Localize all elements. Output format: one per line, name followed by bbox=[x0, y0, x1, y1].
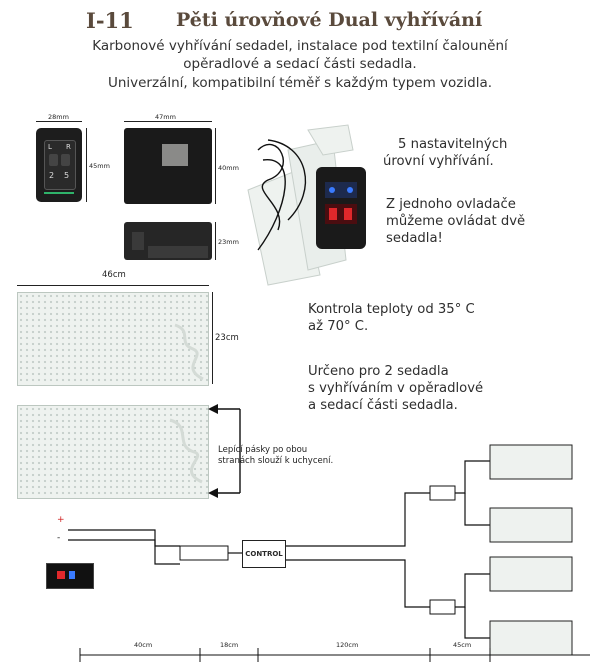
mini-pad-1 bbox=[490, 445, 572, 479]
connector-box-1 bbox=[180, 546, 228, 560]
wiring-diagram bbox=[0, 440, 600, 670]
switch-height-label: 45mm bbox=[89, 162, 110, 170]
switch-left-label: L bbox=[48, 143, 52, 151]
switch-led-strip bbox=[44, 192, 74, 194]
mini-pad-4 bbox=[490, 621, 572, 655]
header bbox=[0, 8, 600, 32]
module-height-line bbox=[215, 128, 216, 204]
module-height-label: 40mm bbox=[218, 164, 239, 172]
control-box: CONTROL bbox=[242, 540, 286, 568]
subtitle-line-3: Univerzální, kompatibilní téměř s každým typem vozidla. bbox=[107, 75, 493, 91]
switch-front-photo bbox=[36, 128, 82, 202]
control-module-side-photo bbox=[124, 222, 212, 260]
switch-digit-right: 5 bbox=[64, 171, 70, 180]
wiring-switch-led-red bbox=[57, 571, 65, 579]
feature-usage-line-3: a sedací části sedadla. bbox=[308, 398, 458, 413]
module-heatsink bbox=[148, 246, 208, 258]
length-label-2: 18cm bbox=[220, 641, 239, 649]
module-width-line bbox=[124, 121, 212, 122]
switch-panel bbox=[44, 140, 76, 190]
module-depth-line bbox=[215, 222, 216, 260]
length-label-4: 45cm bbox=[453, 641, 472, 649]
pad-height-label: 23cm bbox=[215, 333, 239, 343]
feature-dual-line-2: můžeme ovládat dvě bbox=[386, 214, 526, 229]
adhesive-note-line-2: stranách slouží k uchycení. bbox=[218, 456, 334, 466]
switch-width-label: 28mm bbox=[48, 113, 69, 121]
connector-box-bottom bbox=[430, 600, 455, 614]
wiring-switch-led-blue bbox=[69, 571, 75, 579]
seat-icon-left bbox=[49, 154, 58, 166]
module-depth-label: 23mm bbox=[218, 238, 239, 246]
led-blue-icon-2 bbox=[347, 187, 353, 193]
led-red-digit-2 bbox=[344, 208, 352, 220]
switch-height-line bbox=[86, 128, 87, 202]
feature-temperature bbox=[308, 301, 475, 335]
minus-label: - bbox=[57, 533, 61, 543]
mini-pad-3 bbox=[490, 557, 572, 591]
subtitle-line-1: Karbonové vyhřívání sedadel, instalace pod textilní čalounění bbox=[92, 38, 508, 54]
mini-pad-2 bbox=[490, 508, 572, 542]
heating-pad-1 bbox=[17, 292, 209, 386]
product-code: I-11 bbox=[86, 8, 134, 33]
wiring-switch-photo bbox=[46, 563, 94, 589]
feature-usage-line-1: Určeno pro 2 sedadla bbox=[308, 364, 449, 379]
seat-icon-right bbox=[61, 154, 70, 166]
module-label-sticker bbox=[162, 144, 188, 166]
length-label-3: 120cm bbox=[336, 641, 359, 649]
switch-width-line bbox=[36, 121, 82, 122]
pad-1-wire bbox=[173, 323, 207, 381]
pad-height-line bbox=[212, 292, 213, 384]
feature-dual-line-3: sedadla! bbox=[386, 231, 443, 246]
connector-box-top bbox=[430, 486, 455, 500]
feature-dual-line-1: Z jednoho ovladače bbox=[386, 197, 516, 212]
feature-levels bbox=[383, 136, 508, 170]
module-connector bbox=[132, 232, 144, 250]
module-width-label: 47mm bbox=[155, 113, 176, 121]
control-module-photo bbox=[124, 128, 212, 204]
product-title: Pěti úrovňové Dual vyhřívání bbox=[176, 9, 483, 31]
feature-levels-line-1: 5 nastavitelných bbox=[398, 137, 508, 152]
feature-usage-line-2: s vyhříváním v opěradlové bbox=[308, 381, 484, 396]
pad-width-line bbox=[17, 285, 209, 286]
feature-dual bbox=[386, 196, 525, 247]
length-label-1: 40cm bbox=[134, 641, 153, 649]
subtitle-line-2: opěradlové a sedací části sedadla. bbox=[183, 56, 417, 72]
plus-label: + bbox=[57, 515, 65, 525]
feature-temp-line-1: Kontrola teploty od 35° C bbox=[308, 302, 475, 317]
kit-photo bbox=[228, 110, 378, 290]
feature-temp-line-2: až 70° C. bbox=[308, 319, 369, 334]
led-red-digit-1 bbox=[329, 208, 337, 220]
adhesive-note-line-1: Lepící pásky po obou bbox=[218, 445, 308, 455]
feature-usage bbox=[308, 363, 483, 414]
arrow-left-icon bbox=[208, 404, 218, 414]
switch-right-label: R bbox=[66, 143, 71, 151]
switch-digit-left: 2 bbox=[49, 171, 55, 180]
led-blue-icon bbox=[329, 187, 335, 193]
pad-width-label: 46cm bbox=[102, 270, 126, 280]
feature-levels-line-2: úrovní vyhřívání. bbox=[383, 154, 494, 169]
